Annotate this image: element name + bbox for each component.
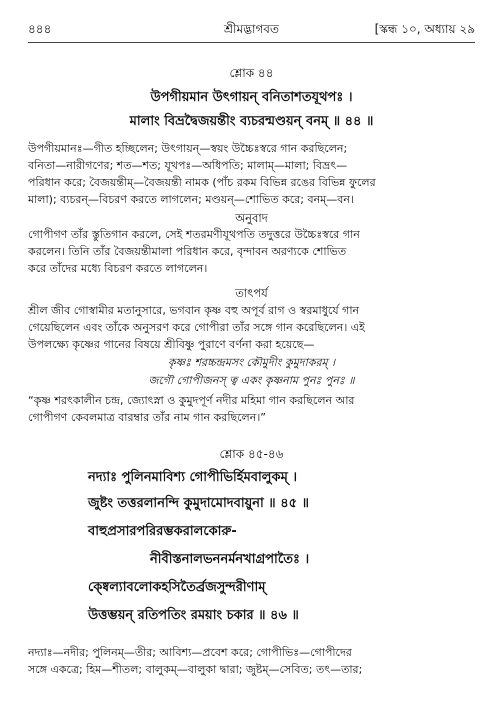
verse-45-46-heading: শ্লোক ৪৫-৪৬ [219, 447, 284, 461]
verse-44-synonyms [28, 140, 475, 208]
translation-heading: অনুবাদ [235, 211, 268, 225]
verse-45-line-2: জুষ্টং তত্তরলানন্দি কুমুদামোদবায়ুনা ॥ ৪৫ ॥ [88, 496, 309, 511]
verse-44-line-1: উপগীয়মান উৎগায়ন্‌ বনিতাশতযূথপঃ । [150, 90, 353, 105]
synonyms-line: পরিধান করে; বৈজয়ন্তীম্‌—বৈজয়ন্তী নামক (পাঁচ রকম বিভিন্ন রঙের বিভিন্ন ফুলের [28, 176, 376, 189]
verse-44-line-2: মালাং বিভ্রদ্বৈজয়ন্তীং ব্যচরন্মণ্ডয়ন্‌ বনম্‌ ॥ ৪৪ ॥ [129, 114, 374, 129]
purport-heading: তাৎপর্য [235, 286, 268, 300]
verse-44-heading: শ্লোক ৪৪ [229, 66, 274, 80]
page-header [28, 20, 475, 38]
translation-line: করলেন। তিনি তাঁর বৈজয়ন্তীমালা পরিধান করে, বৃন্দাবন অরণ্যকে শোভিত [28, 245, 347, 258]
page-number: ৪৪৪ [28, 22, 52, 36]
verse-44-purport [28, 302, 475, 353]
synonyms-line: উপগীয়মানঃ—গীত হচ্ছিলেন; উৎগায়ন্‌—স্বয়ং উচ্চৈঃস্বরে গান করছিলেন; [28, 142, 348, 155]
header-rule [28, 42, 475, 43]
verse-45-46-synonyms [28, 644, 475, 678]
book-title: শ্রীমদ্ভাগবত [223, 22, 279, 36]
purport-line: শ্রীল জীব গোস্বামীর মতানুসারে, ভগবান কৃষ্ণ বহু অপূর্ব রাগ ও স্বরমাধুর্যে গান [28, 304, 360, 317]
translation-line: গোপীগণ তাঁর স্তুতিগান করলে, সেই শতরমণীযূথপতি তদুত্তরে উচ্চৈঃস্বরে গান [28, 228, 360, 241]
verse-46-line-3: ক্ষ্বেল্যাবলোকহসিতৈর্ব্রজসুন্দরীণাম্‌ [88, 580, 266, 595]
vishnu-purana-quote-line-1: কৃষ্ণঃ শরচ্চন্দ্রমসং কৌমুদীং কুমুদাকরম্‌ । [167, 356, 336, 369]
vishnu-purana-quote-line-2: জগৌ গোপীজনস্‌ ত্ব একং কৃষ্ণনাম পুনঃ পুনঃ ॥ [148, 374, 355, 387]
synonyms-line: নদ্যাঃ—নদীর; পুলিনম্‌—তীর; আবিশ্য—প্রবেশ করে; গোপীভিঃ—গোপীদের [28, 646, 352, 659]
synonyms-line: মালা); ব্যচরন্‌—বিচরণ করতে লাগলেন; মণ্ডয়ন্‌—শোভিত করে; বনম্‌—বন। [28, 193, 354, 206]
synonyms-line: সঙ্গে একত্রে; হিম—শীতল; বালুকম্‌—বালুকা দ্বারা; জুষ্টম্‌—সেবিত; তৎ—তার; [28, 663, 363, 676]
purport-line: উপলক্ষ্যে কৃষ্ণের গানের বিষয়ে শ্রীবিষ্ণু পুরাণে বর্ণনা করা হয়েছে— [28, 338, 315, 351]
quote-translation [28, 392, 475, 426]
verse-44-translation [28, 226, 475, 277]
translation-line: করে তাঁদের মধ্যে বিচরণ করতে লাগলেন। [28, 262, 208, 275]
verse-46-line-2: নীবীস্তনালভননর্মনখাগ্রপাতৈঃ । [150, 552, 310, 567]
purport-line: গেয়েছিলেন এবং তাঁকে অনুসরণ করে গোপীরা তাঁর সঙ্গে গান করেছিলেন। এই [28, 321, 365, 334]
verse-46-line-1: বাহুপ্রসারপরিরম্ভকরালকোরু- [88, 524, 237, 539]
synonyms-line: বনিতা—নারীগণের; শত—শত; যূথপঃ—অধিপতি; মালাম্‌—মালা; বিভ্রৎ— [28, 159, 348, 172]
chapter-reference: [স্কন্ধ ১০, অধ্যায় ২৯ [374, 22, 475, 36]
verse-46-line-4: উত্তম্ভয়ন্‌ রতিপতিং রময়াং চকার ॥ ৪৬ ॥ [88, 608, 299, 623]
quote-translation-line: গোপীগণ কেবলমাত্র বারম্বার তাঁর নাম গান করছিলেন।” [28, 411, 266, 424]
quote-translation-line: “কৃষ্ণ শরৎকালীন চন্দ্র, জ্যোৎস্না ও কুমুদপূর্ণ নদীর মহিমা গান করছিলেন আর [28, 394, 355, 407]
verse-45-line-1: নদ্যাঃ পুলিনমাবিশ্য গোপীভির্হিমবালুকম্‌ । [88, 470, 297, 485]
